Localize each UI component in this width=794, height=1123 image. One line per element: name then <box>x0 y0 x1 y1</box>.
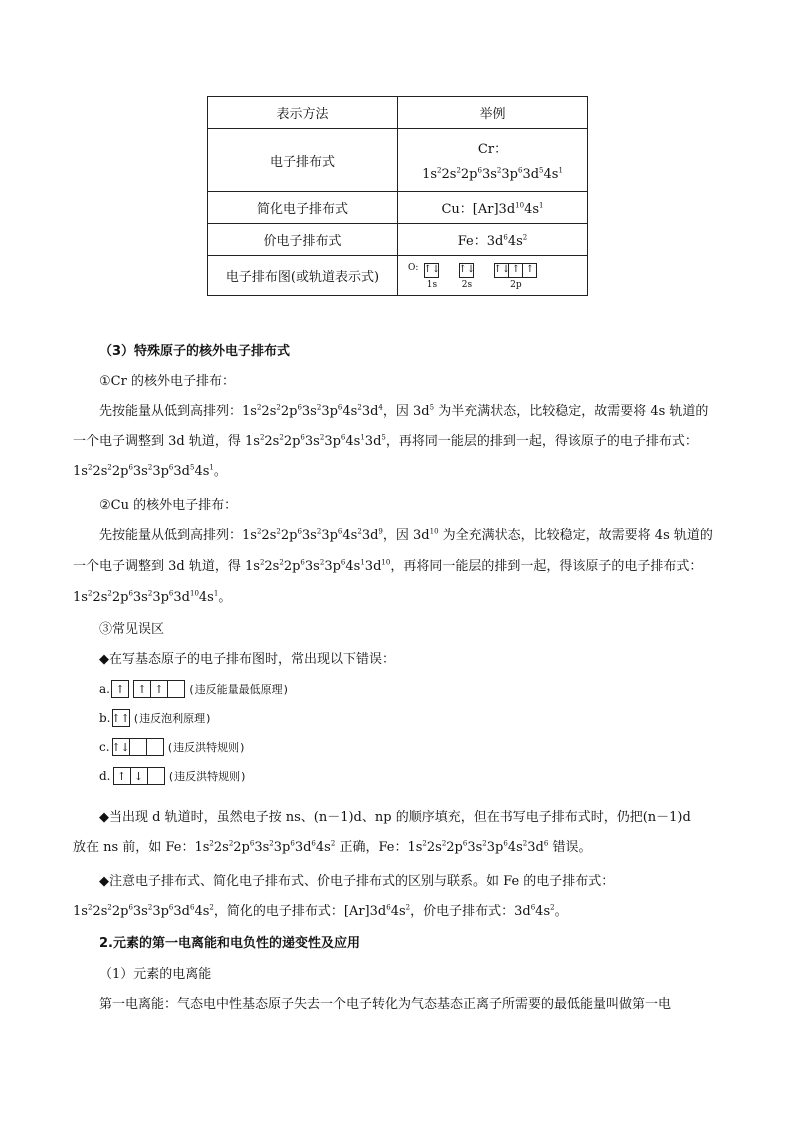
up-up-arrow-icon: ↑↑ <box>112 709 130 727</box>
row-example <box>398 129 588 192</box>
cu-heading: ②Cu 的核外电子排布： <box>99 498 238 513</box>
error-note: (违反洪特规则) <box>167 770 247 783</box>
orbital-label: 2p <box>510 279 522 290</box>
row-method: 价电子排布式 <box>208 224 398 256</box>
paragraph-line: 先按能量从低到高排列：$1s^22s^22p^63s^23p^64s^23d^9$，因 $3d^{10}$ 为全充满状态，比较稳定，故需要将 4s 轨道的 <box>99 527 713 543</box>
error-tag: a. <box>99 682 110 696</box>
error-note: (违反泡利原理) <box>132 712 212 725</box>
table-row <box>208 256 588 296</box>
row-method: 电子排布式 <box>208 129 398 192</box>
header-example: 举例 <box>398 97 588 129</box>
up-down-arrow-icon: ↑↓ <box>459 263 474 278</box>
paragraph-line: ◆当出现 d 轨道时，虽然电子按 ns、(n－1)d、np 的顺序填充，但在书写电子排布式时，仍把(n－1)d <box>99 810 691 825</box>
error-heading: ③常见误区 <box>99 622 165 637</box>
section-title: 2.元素的第一电离能和电负性的递变性及应用 <box>99 936 360 951</box>
table-row <box>208 129 588 192</box>
error-tag: b. <box>99 711 111 725</box>
error-note: (违反能量最低原理) <box>187 683 290 696</box>
paragraph-line: 一个电子调整到 3d 轨道，得 $1s^22s^22p^63s^23p^64s^13d^5$，再将同一能层的排到一起，得该原子的电子排布式： <box>73 433 698 449</box>
up-down-arrow-icon: ↑↓ <box>112 738 130 756</box>
paragraph-line: 一个电子调整到 3d 轨道，得 $1s^22s^22p^63s^23p^64s^13d^{10}$，再将同一能层的排到一起，得该原子的电子排布式： <box>73 558 703 574</box>
orbital-label: 2s <box>461 279 473 290</box>
error-tag: c. <box>99 740 110 754</box>
empty-orbital <box>147 767 165 785</box>
error-row-a <box>99 680 289 698</box>
row-example: Cu：$[Ar]3d^{10}4s^1$ <box>398 192 588 224</box>
up-arrow-icon: ↑ <box>133 680 151 698</box>
paragraph-line: $1s^22s^22p^63s^23p^63d^{10}4s^1$。 <box>73 589 232 605</box>
orbital-label: 1s <box>426 279 438 290</box>
paragraph-line: 第一电离能：气态电中性基态原子失去一个电子转化为气态基态正离子所需要的最低能量叫做第一电 <box>99 997 672 1012</box>
error-tag: d. <box>99 769 111 783</box>
up-arrow-icon: ↑ <box>111 680 129 698</box>
error-intro: ◆在写基态原子的电子排布图时，常出现以下错误： <box>99 652 395 667</box>
up-down-arrow-icon: ↑↓ <box>494 263 509 278</box>
header-method: 表示方法 <box>208 97 398 129</box>
row-example: Fe：$3d^64s^2$ <box>398 224 588 256</box>
row-method: 电子排布图(或轨道表示式) <box>208 256 398 296</box>
row-method: 简化电子排布式 <box>208 192 398 224</box>
table-row <box>208 192 588 224</box>
table-header-row <box>208 97 588 129</box>
example-line: Cr： <box>477 142 508 157</box>
empty-orbital <box>167 680 185 698</box>
error-row-b <box>99 709 212 727</box>
orbital-prefix: O: <box>408 263 419 274</box>
up-down-arrow-icon: ↑↓ <box>424 263 439 278</box>
error-row-d <box>99 767 247 785</box>
error-row-c <box>99 738 246 756</box>
subsection-title: （1）元素的电离能 <box>99 967 212 982</box>
representation-table <box>207 96 588 296</box>
table-row <box>208 224 588 256</box>
paragraph-line: 先按能量从低到高排列：$1s^22s^22p^63s^23p^64s^23d^4$，因 $3d^5$ 为半充满状态，比较稳定，故需要将 4s 轨道的 <box>99 403 709 419</box>
error-note: (违反洪特规则) <box>166 741 246 754</box>
cr-heading: ①Cr 的核外电子排布： <box>99 374 235 389</box>
empty-orbital <box>146 738 164 756</box>
paragraph-line: ◆注意电子排布式、简化电子排布式、价电子排布式的区别与联系。如 Fe 的电子排布式： <box>99 874 615 889</box>
section-title: （3）特殊原子的核外电子排布式 <box>99 344 291 359</box>
down-arrow-icon: ↓ <box>130 767 148 785</box>
empty-orbital <box>129 738 147 756</box>
paragraph-line: 放在 ns 前，如 Fe：$1s^22s^22p^63s^23p^63d^64s^2$ 正确，Fe：$1s^22s^22p^63s^23p^64s^23d^6$ 错误。 <box>73 839 592 855</box>
paragraph-line: $1s^22s^22p^63s^23p^63d^64s^2$，简化的电子排布式：$[Ar]3d^64s^2$，价电子排布式：$3d^64s^2$。 <box>73 903 568 919</box>
orbital-diagram <box>398 256 588 296</box>
up-arrow-icon: ↑ <box>508 263 523 278</box>
up-arrow-icon: ↑ <box>522 263 537 278</box>
example-config: $1s^22s^22p^63s^23p^63d^54s^1$ <box>422 166 563 182</box>
up-arrow-icon: ↑ <box>113 767 131 785</box>
up-arrow-icon: ↑ <box>150 680 168 698</box>
paragraph-line: $1s^22s^22p^63s^23p^63d^54s^1$。 <box>73 463 227 479</box>
